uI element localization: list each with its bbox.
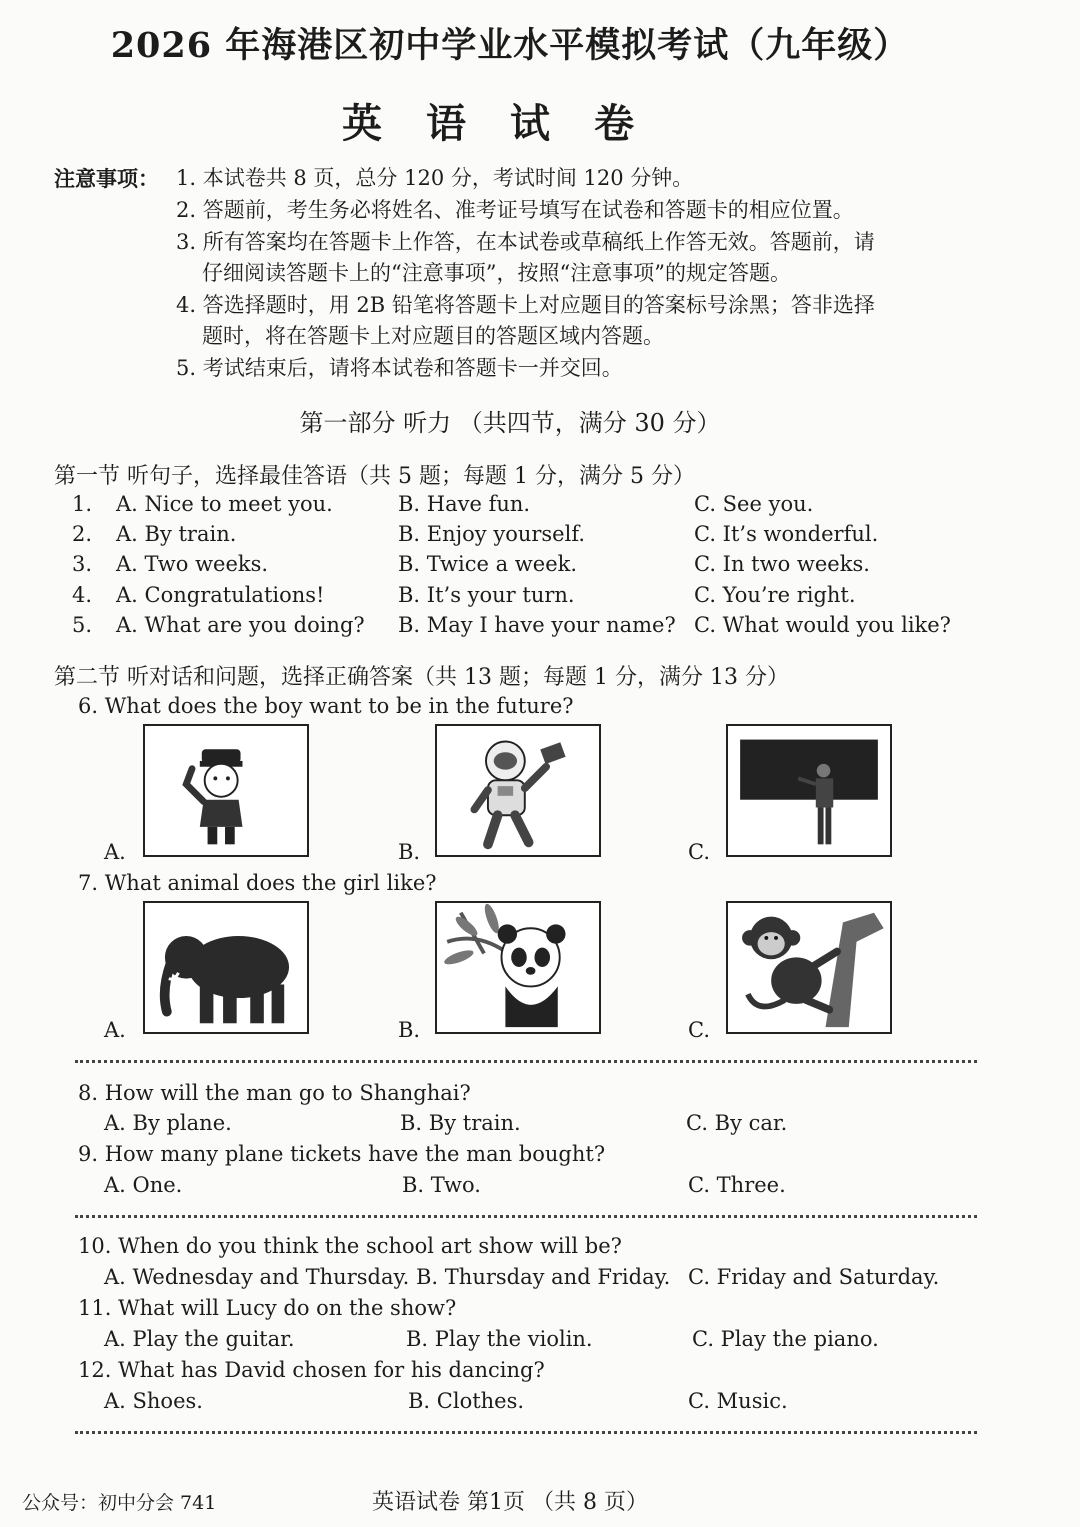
astronaut-picture xyxy=(435,724,601,857)
q11-option-c: C. Play the piano. xyxy=(692,1327,879,1351)
q11-option-b: B. Play the violin. xyxy=(406,1327,593,1351)
dotted-separator xyxy=(75,1215,977,1218)
q10-option-b: B. Thursday and Friday. xyxy=(416,1265,671,1289)
notes-line-4-cont: 题时，将在答题卡上对应题目的答题区域内答题。 xyxy=(202,324,664,348)
footer-source-note: 公众号：初中分会 741 xyxy=(22,1492,217,1514)
notes-line-1: 1. 本试卷共 8 页，总分 120 分，考试时间 120 分钟。 xyxy=(176,166,694,190)
s1-q2-number: 2. xyxy=(72,522,93,546)
q10-option-c: C. Friday and Saturday. xyxy=(688,1265,940,1289)
q6-label-a: A. xyxy=(104,840,126,864)
notes-label: 注意事项： xyxy=(54,166,159,191)
notes-line-2: 2. 答题前，考生务必将姓名、准考证号填写在试卷和答题卡的相应位置。 xyxy=(176,198,854,222)
s1-q2-option-b: B. Enjoy yourself. xyxy=(398,522,586,546)
s1-q3-number: 3. xyxy=(72,552,93,576)
q12-question: 12. What has David chosen for his dancing? xyxy=(78,1358,545,1382)
elephant-picture xyxy=(143,901,309,1034)
exam-title: 2026 年海港区初中学业水平模拟考试（九年级） xyxy=(110,25,910,66)
q8-option-b: B. By train. xyxy=(400,1111,521,1135)
s1-q5-option-a: A. What are you doing? xyxy=(116,613,365,637)
s1-q1-option-a: A. Nice to meet you. xyxy=(116,492,333,516)
q6-label-b: B. xyxy=(398,840,421,864)
s1-q1-option-c: C. See you. xyxy=(694,492,814,516)
monkey-picture xyxy=(726,901,892,1034)
q7-question: 7. What animal does the girl like? xyxy=(78,871,437,895)
q10-option-a: A. Wednesday and Thursday. xyxy=(104,1265,410,1289)
notes-line-3-cont: 仔细阅读答题卡上的“注意事项”，按照“注意事项”的规定答题。 xyxy=(202,261,791,285)
q11-question: 11. What will Lucy do on the show? xyxy=(78,1296,457,1320)
section1-heading: 第一节 听句子，选择最佳答语（共 5 题；每题 1 分，满分 5 分） xyxy=(54,464,695,489)
s1-q4-number: 4. xyxy=(72,583,93,607)
q10-question: 10. When do you think the school art show will be? xyxy=(78,1234,622,1258)
q7-label-a: A. xyxy=(104,1018,126,1042)
part1-heading: 第一部分 听力 （共四节，满分 30 分） xyxy=(299,409,721,437)
s1-q5-option-b: B. May I have your name? xyxy=(398,613,676,637)
q9-option-b: B. Two. xyxy=(402,1173,481,1197)
q9-option-c: C. Three. xyxy=(688,1173,786,1197)
q9-question: 9. How many plane tickets have the man bought? xyxy=(78,1142,606,1166)
q9-option-a: A. One. xyxy=(104,1173,183,1197)
q11-option-a: A. Play the guitar. xyxy=(104,1327,295,1351)
section2-heading: 第二节 听对话和问题，选择正确答案（共 13 题；每题 1 分，满分 13 分） xyxy=(54,665,789,690)
police-officer-picture xyxy=(143,724,309,857)
notes-line-3: 3. 所有答案均在答题卡上作答，在本试卷或草稿纸上作答无效。答题前，请 xyxy=(176,230,875,254)
s1-q1-option-b: B. Have fun. xyxy=(398,492,531,516)
q6-label-c: C. xyxy=(688,840,710,864)
panda-picture xyxy=(435,901,601,1034)
s1-q3-option-a: A. Two weeks. xyxy=(116,552,269,576)
s1-q3-option-b: B. Twice a week. xyxy=(398,552,578,576)
s1-q4-option-c: C. You’re right. xyxy=(694,583,856,607)
q12-option-b: B. Clothes. xyxy=(408,1389,525,1413)
subject-title: 英语试卷 xyxy=(342,100,678,147)
footer-page-number: 英语试卷 第1页 （共 8 页） xyxy=(372,1490,648,1515)
q8-question: 8. How will the man go to Shanghai? xyxy=(78,1081,471,1105)
q12-option-a: A. Shoes. xyxy=(104,1389,203,1413)
s1-q2-option-a: A. By train. xyxy=(116,522,237,546)
q8-option-c: C. By car. xyxy=(686,1111,788,1135)
s1-q2-option-c: C. It’s wonderful. xyxy=(694,522,879,546)
q7-label-c: C. xyxy=(688,1018,710,1042)
q6-question: 6. What does the boy want to be in the future? xyxy=(78,694,574,718)
q8-option-a: A. By plane. xyxy=(104,1111,232,1135)
q7-label-b: B. xyxy=(398,1018,421,1042)
notes-line-5: 5. 考试结束后，请将本试卷和答题卡一并交回。 xyxy=(176,356,623,380)
notes-line-4: 4. 答选择题时，用 2B 铅笔将答题卡上对应题目的答案标号涂黑；答非选择 xyxy=(176,293,875,317)
s1-q3-option-c: C. In two weeks. xyxy=(694,552,870,576)
s1-q4-option-a: A. Congratulations! xyxy=(116,583,325,607)
dotted-separator xyxy=(75,1060,977,1063)
s1-q1-number: 1. xyxy=(72,492,93,516)
s1-q5-option-c: C. What would you like? xyxy=(694,613,951,637)
dotted-separator xyxy=(75,1431,977,1434)
q12-option-c: C. Music. xyxy=(688,1389,788,1413)
s1-q5-number: 5. xyxy=(72,613,93,637)
s1-q4-option-b: B. It’s your turn. xyxy=(398,583,575,607)
teacher-picture xyxy=(726,724,892,857)
